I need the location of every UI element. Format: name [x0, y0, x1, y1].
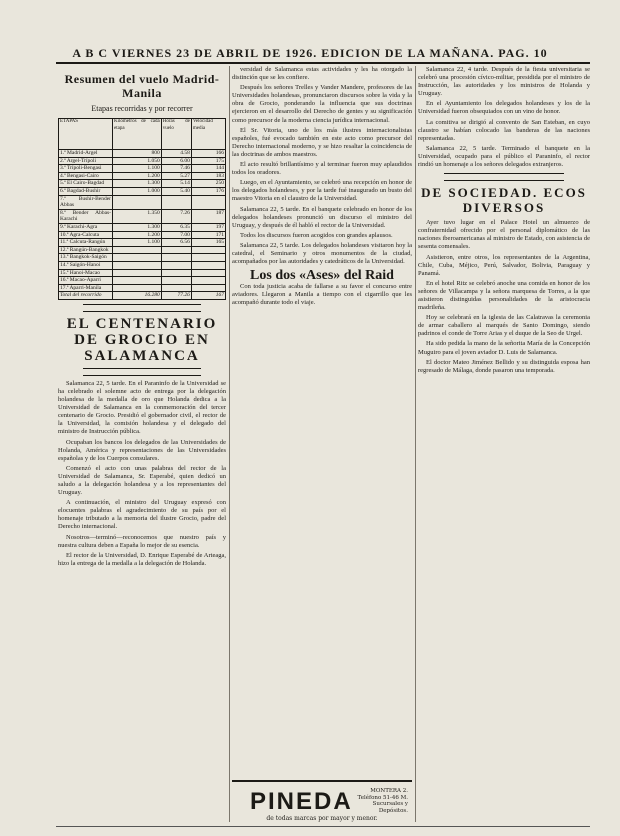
table-cell: 5.14 — [161, 180, 191, 188]
society-paragraph: Hoy se celebrará en la iglesia de las Calatravas la ceremonia de armar caballero al marqués de Santo Domingo, siendo padrinos el conde de Torre Arias y el duque de la Seo de Urgel. — [418, 314, 590, 338]
column-separator — [229, 66, 230, 822]
column-separator — [415, 66, 416, 822]
table-row — [59, 165, 226, 173]
table-cell: 171 — [191, 231, 225, 239]
table-cell: 165 — [191, 239, 225, 247]
society-title: DE SOCIEDAD. ECOS DIVERSOS — [421, 185, 587, 216]
table-cell: 800 — [113, 150, 162, 158]
ad-title: Los dos «Ases» del Raid — [250, 268, 394, 284]
table-cell: 10.ª Agra-Calcuta — [59, 231, 113, 239]
section-divider — [83, 368, 201, 376]
table-cell: 1.200 — [113, 172, 162, 180]
table-cell: 1.300 — [113, 223, 162, 231]
table-cell — [191, 254, 225, 262]
grocio-article-title: EL CENTENARIO DE GROCIO EN SALAMANCA — [66, 315, 218, 364]
table-cell: 7.00 — [161, 231, 191, 239]
article-paragraph: Luego, en el Ayuntamiento, se celebró una recepción en honor de los delegados holandeses, y por la tarde fué inaugurado un busto del maestro Vitoria en el claustro de la Universidad. — [232, 179, 412, 203]
table-row — [59, 223, 226, 231]
table-cell — [161, 195, 191, 209]
column-1 — [58, 66, 226, 826]
table-cell: 5.ª El Cairo-Bagdad — [59, 180, 113, 188]
table-cell: 11.ª Calcuta-Rangún — [59, 239, 113, 247]
flight-summary-subtitle: Etapas recorridas y por recorrer — [91, 104, 193, 113]
table-cell: 176 — [191, 187, 225, 195]
table-cell: 6.56 — [161, 239, 191, 247]
table-header: Kilómetros de cada etapa — [113, 119, 162, 150]
article-paragraph: Ocupaban los bancos los delegados de las Universidades de Holanda, América y representaciones de las Universidades españolas y de los Cuerpos consulares. — [58, 438, 226, 462]
section-divider — [83, 304, 201, 312]
section-divider — [444, 173, 564, 181]
table-cell — [113, 254, 162, 262]
table-cell — [191, 269, 225, 277]
table-cell: 16.ª Macao-Aparri — [59, 277, 113, 285]
table-cell — [191, 246, 225, 254]
header-rule — [56, 62, 590, 64]
table-cell: 175 — [191, 157, 225, 165]
article-paragraph: El acto resultó brillantísimo y al terminar fueron muy aplaudidos todos los oradores. — [232, 161, 412, 177]
table-row — [59, 239, 226, 247]
table-cell: 1.050 — [113, 157, 162, 165]
total-km: 16.280 — [113, 292, 162, 300]
table-cell — [161, 254, 191, 262]
total-label: Total del recorrido — [59, 292, 113, 300]
table-cell: 4.ª Bengasi-Cairo — [59, 172, 113, 180]
pineda-brand: PINEDA — [250, 788, 353, 815]
table-cell: 1.100 — [113, 239, 162, 247]
table-cell: 250 — [191, 180, 225, 188]
stages-table — [58, 118, 226, 300]
column-3 — [418, 66, 590, 826]
table-cell: 144 — [191, 165, 225, 173]
table-cell: 2.ª Argel-Trípoli — [59, 157, 113, 165]
pineda-ad — [232, 780, 412, 824]
footer-rule — [56, 826, 590, 827]
table-cell: 7.26 — [161, 209, 191, 223]
table-header: Velocidad media — [191, 119, 225, 150]
total-hours: 77.26 — [161, 292, 191, 300]
total-speed: 167 — [191, 292, 225, 300]
article-paragraph: Salamanca 22, 5 tarde. Los delegados holandeses visitaron hoy la catedral, el Seminario y otros monumentos de la ciudad, acompañados por las autoridades y catedráticos de la Universidad. — [232, 241, 412, 266]
article-paragraph: Salamanca 22, 4 tarde. Después de la fiesta universitaria se celebró una procesión cívico-militar, presidida por el ministro de Instrucción, las autoridades y los ministros de Holanda y Uruguay. — [418, 66, 590, 98]
article-paragraph: Comenzó el acto con unas palabras del rector de la Universidad de Salamanca, Sr. Esperabé, quien dedicó un saludo a la delegación holandesa y a los representantes del Uruguay. — [58, 464, 226, 497]
article-paragraph: El Sr. Vitoria, uno de los más ilustres internacionalistas españoles, fué evocado también en este acto como precursor del Derecho internacional moderno, y se hizo resaltar la coincidencia de las doctrinas de ambos maestros. — [232, 126, 412, 158]
article-paragraph: Nosotros—terminó—reconocemos que nuestro país y nuestra cultura deben a España lo mejor de su esencia. — [58, 533, 226, 549]
table-cell: 1.200 — [113, 231, 162, 239]
table-cell: 9.ª Karachi-Agra — [59, 223, 113, 231]
table-cell: 197 — [191, 223, 225, 231]
article-paragraph: versidad de Salamanca estas actividades y les ha otorgado la distinción que se les confiere. — [232, 66, 412, 82]
table-cell: 6.35 — [161, 223, 191, 231]
table-cell: 8.ª Bender Abbas-Karachi — [60, 209, 112, 223]
table-cell — [113, 284, 162, 292]
table-cell: 12.ª Rangún-Bangkok — [59, 246, 113, 254]
table-cell — [113, 269, 162, 277]
table-row — [59, 209, 226, 223]
table-row — [59, 157, 226, 165]
table-row — [59, 284, 226, 292]
table-cell: 6.00 — [161, 157, 191, 165]
table-cell — [113, 277, 162, 285]
table-cell: 6.ª Bagdad-Bushir — [59, 187, 113, 195]
table-cell: 13.ª Bangkok-Saigón — [59, 254, 113, 262]
table-cell — [161, 246, 191, 254]
table-row — [59, 261, 226, 269]
article-paragraph: La comitiva se dirigió al convento de San Esteban, en cuyo claustro se habían colocado las banderas de las naciones representadas. — [418, 118, 590, 142]
table-cell: 4.58 — [161, 150, 191, 158]
table-cell — [191, 195, 225, 209]
table-cell — [161, 277, 191, 285]
society-paragraph: Ha sido pedida la mano de la señorita María de la Concepción Muguiro para el joven aviador D. Luis de Salamanca. — [418, 340, 590, 356]
table-row — [59, 180, 226, 188]
page-header: A B C VIERNES 23 DE ABRIL DE 1926. EDICION DE LA MAÑANA. PAG. 10 — [72, 46, 548, 60]
society-paragraph: Asistieron, entre otros, los representantes de la Argentina, Chile, Cuba, Méjico, Perú, Salvador, Bolivia, Paraguay y Panamá. — [418, 253, 590, 277]
table-cell: 7.46 — [161, 165, 191, 173]
table-cell: 14.ª Saigón-Hanoi — [59, 261, 113, 269]
article-paragraph: El rector de la Universidad, D. Enrique Esperabé de Arteaga, hizo la entrega de la medalla a la delegación de Holanda. — [58, 551, 226, 567]
table-cell: 5.27 — [161, 172, 191, 180]
article-paragraph: A continuación, el ministro del Uruguay expresó con elocuentes palabras el agradecimiento de su país por el homenaje tributado a la memoria del ilustre Grocio, padre del Derecho internacional. — [58, 499, 226, 531]
table-cell — [191, 284, 225, 292]
article-paragraph: Todos los discursos fueron acogidos con grandes aplausos. — [240, 231, 393, 239]
table-cell: 1.100 — [113, 165, 162, 173]
table-cell — [161, 261, 191, 269]
article-paragraph: Salamanca 22, 5 tarde. Terminado el banquete en la Universidad, ocupado para el público el Paraninfo, el rector rindió un homenaje a los señores delegados extranjeros. — [418, 144, 590, 169]
table-header: Horas de vuelo — [161, 119, 191, 150]
table-cell: 1.000 — [113, 187, 162, 195]
table-row — [59, 269, 226, 277]
table-row — [59, 187, 226, 195]
pineda-address: MONTERA 2. Teléfono 51-46 M. Sucursales y Depósitos. — [357, 788, 408, 814]
table-cell: 5.40 — [161, 187, 191, 195]
table-cell: 166 — [191, 150, 225, 158]
society-paragraph: En el hotel Ritz se celebró anoche una comida en honor de los señores de Villacampa y la señora marquesa de Torres, a la que asistieron distinguidas personalidades de la aristocracia madrileña. — [418, 279, 590, 312]
table-cell — [113, 261, 162, 269]
table-cell: 17.ª Aparri-Manila — [59, 284, 113, 292]
article-paragraph: Después los señores Trelles y Vander Mandere, profesores de las Universidades holandesas, pronunciaron discursos sobre la vida y la obra de Grocio, ponderando la influencia que sus doctrinas ejercieron en el desarrollo del Derecho de gentes y su significación como precursor de la moderna ciencia jurídica internacional. — [232, 84, 412, 124]
table-row — [59, 246, 226, 254]
table-row — [59, 277, 226, 285]
table-cell: 1.350 — [113, 209, 162, 223]
table-cell — [161, 269, 191, 277]
table-cell — [113, 246, 162, 254]
table-cell — [191, 261, 225, 269]
table-row — [59, 254, 226, 262]
table-cell — [161, 284, 191, 292]
table-cell: 1.ª Madrid-Argel — [59, 150, 113, 158]
society-paragraph: Ayer tuvo lugar en el Palace Hotel un almuerzo de confraternidad ofrecido por el personal diplomático de las naciones iberoamericanas al ministro de Estado, con asistencia de sesenta comensales. — [418, 219, 590, 251]
table-cell: 1.300 — [113, 180, 162, 188]
table-header: ETAPAS — [59, 119, 113, 150]
table-cell: 7.ª Bushir-Bender Abbas — [60, 195, 112, 209]
article-paragraph: Salamanca 22, 5 tarde. En el Paraninfo de la Universidad se ha celebrado el solemne acto de entrega por la delegación holandesa de la medalla de oro que Holanda dedica a la Universidad de Salamanca en la conmemoración del tercer centenario de Grocio. Presidió el gobernador civil, el rector de la Universidad, la comisión holandesa y el delegado del ministro de Instrucción pública. — [58, 379, 226, 436]
table-cell — [113, 195, 162, 209]
table-total-row — [59, 292, 226, 300]
flight-summary-title: Resumen del vuelo Madrid-Manila — [64, 72, 220, 100]
table-row — [59, 150, 226, 158]
table-cell: 15.ª Hanoi-Macao — [59, 269, 113, 277]
column-2 — [232, 66, 412, 772]
table-cell: 187 — [191, 209, 225, 223]
article-paragraph: Salamanca 22, 5 tarde. En el banquete celebrado en honor de los delegados holandeses pronunció un discurso el ministro del Uruguay, y después de él habló el rector de la Universidad. — [232, 205, 412, 229]
table-row — [59, 231, 226, 239]
table-row — [59, 172, 226, 180]
pineda-footer: de todas marcas por mayor y menor. — [266, 815, 378, 822]
table-cell — [191, 277, 225, 285]
table-cell: 3.ª Trípoli-Bengasi — [59, 165, 113, 173]
society-paragraph: El doctor Mateo Jiménez Bellido y su distinguida esposa han regresado de Málaga, donde pasaron una temporada. — [418, 358, 590, 374]
article-paragraph: En el Ayuntamiento los delegados holandeses y los de la Universidad fueron obsequiados con un vino de honor. — [418, 100, 590, 116]
table-cell: 183 — [191, 172, 225, 180]
table-row — [59, 195, 226, 209]
ad-text: Con toda justicia acaba de fallarse a su favor el concurso entre aviadores. Llegaron a Manila a tiempo con el cigarrillo que les acompañó durante todo el viaje. — [232, 283, 412, 307]
